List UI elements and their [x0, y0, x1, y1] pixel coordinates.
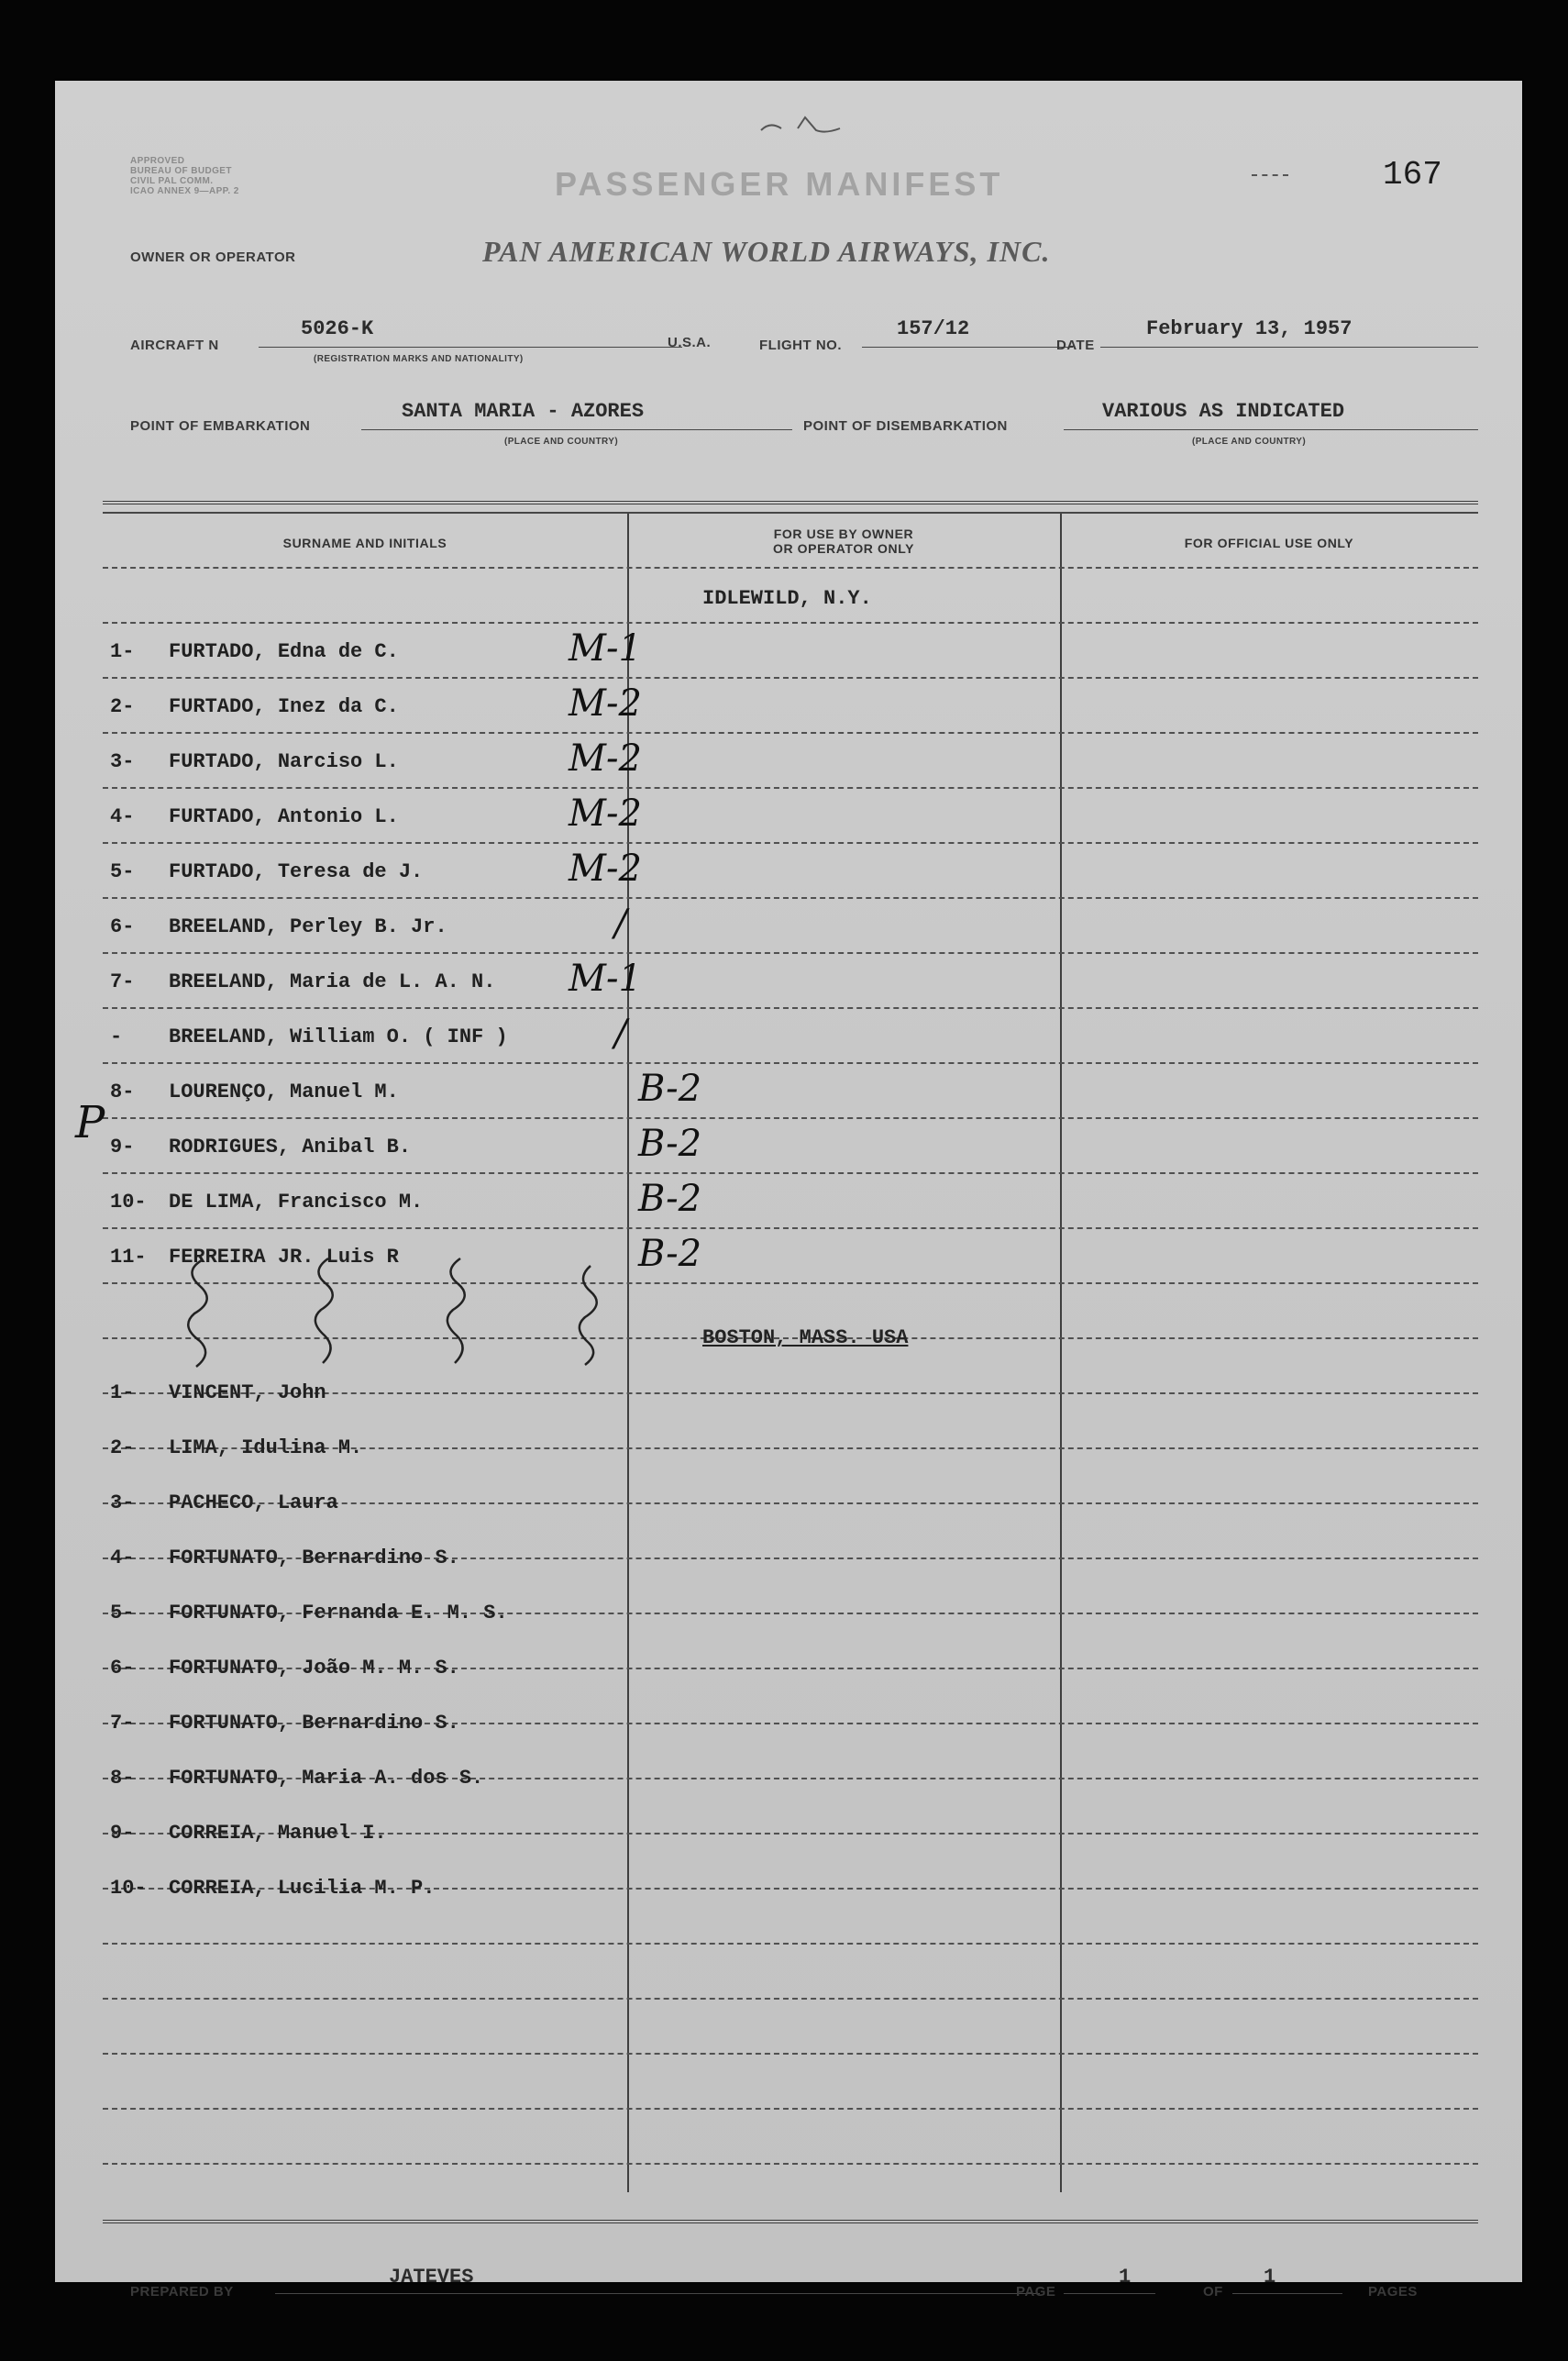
ruled-line — [103, 1007, 1478, 1009]
disembark-sub: (PLACE AND COUNTRY) — [1192, 437, 1307, 447]
ruled-line — [103, 897, 1478, 899]
owner-use-header — [627, 527, 1060, 556]
embark-label: POINT OF EMBARKATION — [130, 418, 311, 434]
approval-line: ICAO ANNEX 9—APP. 2 — [130, 186, 239, 196]
margin-mark: P — [75, 1097, 105, 1148]
passenger-name: FORTUNATO, Fernanda E. M. S. — [169, 1602, 508, 1624]
ruled-line — [103, 1943, 1478, 1945]
passenger-number: 9- — [110, 1136, 135, 1158]
passenger-number: 3- — [110, 750, 135, 773]
page-label: PAGE — [1016, 2284, 1056, 2300]
handwritten-class-mark: M-2 — [569, 848, 642, 890]
approval-line: CIVIL PAL COMM. — [130, 176, 214, 186]
embark-value: SANTA MARIA - AZORES — [402, 400, 645, 423]
ruled-line — [103, 1117, 1478, 1119]
prepared-label: PREPARED BY — [130, 2284, 234, 2300]
table-top-rule — [103, 501, 1478, 504]
ruled-line — [103, 622, 1478, 624]
handwritten-class-mark: B-2 — [638, 1123, 702, 1165]
handwritten-class-mark: / — [614, 1013, 627, 1055]
of-label: OF — [1203, 2284, 1223, 2300]
passenger-number: - — [110, 1025, 123, 1048]
passenger-name: CORREIA, Manuel I. — [169, 1822, 387, 1845]
aircraft-sub: (REGISTRATION MARKS AND NATIONALITY) — [314, 354, 524, 364]
ruled-line — [103, 2053, 1478, 2055]
page-value: 1 — [1119, 2266, 1132, 2289]
page-number: 167 — [1383, 156, 1442, 194]
handwritten-class-mark: M-2 — [569, 737, 642, 780]
passenger-name: BREELAND, Perley B. Jr. — [169, 915, 447, 938]
destination-idlewild: IDLEWILD, N.Y. — [702, 587, 872, 610]
passenger-number: 9- — [110, 1822, 135, 1845]
date-label: DATE — [1056, 338, 1095, 353]
passenger-name: FURTADO, Inez da C. — [169, 695, 399, 718]
disembark-value: VARIOUS AS INDICATED — [1102, 400, 1345, 423]
passenger-name: PACHECO, Laura — [169, 1491, 338, 1514]
passenger-name: BREELAND, William O. ( INF ) — [169, 1025, 508, 1048]
ruled-line — [103, 567, 1478, 569]
passenger-name: FORTUNATO, João M. M. S. — [169, 1657, 459, 1679]
passenger-number: 1- — [110, 1381, 135, 1404]
passenger-number: 3- — [110, 1491, 135, 1514]
passenger-number: 8- — [110, 1081, 135, 1103]
ruled-line — [103, 2108, 1478, 2110]
handwritten-class-mark: B-2 — [638, 1068, 702, 1110]
handwritten-class-mark: M-2 — [569, 682, 642, 725]
top-scribble-icon — [752, 110, 862, 147]
passenger-name: FORTUNATO, Maria A. dos S. — [169, 1767, 484, 1790]
disembark-label: POINT OF DISEMBARKATION — [803, 418, 1008, 434]
passenger-name: DE LIMA, Francisco M. — [169, 1191, 424, 1214]
page-number-dash — [1252, 174, 1288, 176]
passenger-number: 8- — [110, 1767, 135, 1790]
approval-line: APPROVED — [130, 156, 185, 166]
passenger-number: 1- — [110, 640, 135, 663]
ruled-line — [103, 1227, 1478, 1229]
passenger-name: VINCENT, John — [169, 1381, 326, 1404]
passenger-number: 10- — [110, 1191, 147, 1214]
passenger-name: FURTADO, Narciso L. — [169, 750, 399, 773]
handwritten-class-mark: B-2 — [638, 1233, 702, 1275]
flight-label: FLIGHT NO. — [759, 338, 842, 353]
passenger-name: FURTADO, Antonio L. — [169, 805, 399, 828]
of-value: 1 — [1264, 2266, 1276, 2289]
destination-boston: BOSTON, MASS. USA — [702, 1326, 909, 1349]
passenger-name: FORTUNATO, Bernardino S. — [169, 1712, 459, 1735]
owner-value: PAN AMERICAN WORLD AIRWAYS, INC. — [482, 235, 1051, 268]
passenger-number: 7- — [110, 1712, 135, 1735]
passenger-number: 10- — [110, 1877, 147, 1900]
ruled-line — [103, 1998, 1478, 2000]
ruled-line — [103, 952, 1478, 954]
passenger-number: 5- — [110, 860, 135, 883]
passenger-number: 5- — [110, 1602, 135, 1624]
ruled-line — [103, 732, 1478, 734]
ruled-line — [103, 1062, 1478, 1064]
passenger-name: LIMA, Idulina M. — [169, 1436, 363, 1459]
handwritten-class-mark: M-1 — [569, 958, 642, 1000]
owner-use-header-line: OR OPERATOR ONLY — [772, 541, 915, 556]
passenger-name: CORREIA, Lucilia M. P. — [169, 1877, 436, 1900]
approval-block — [130, 156, 239, 196]
ruled-line — [103, 787, 1478, 789]
ruled-line — [103, 1172, 1478, 1174]
owner-label: OWNER OR OPERATOR — [130, 249, 296, 265]
passenger-number: 2- — [110, 695, 135, 718]
table-bottom-rule — [103, 2220, 1478, 2223]
passenger-name: FORTUNATO, Bernardino S. — [169, 1546, 459, 1569]
passenger-number: 4- — [110, 805, 135, 828]
owner-use-header-line: FOR USE BY OWNER — [773, 527, 914, 541]
passenger-name: FERREIRA JR. Luis R — [169, 1246, 399, 1269]
column-divider — [1060, 514, 1062, 2192]
approval-line: BUREAU OF BUDGET — [130, 166, 232, 176]
ruled-line — [103, 842, 1478, 844]
pages-label: PAGES — [1368, 2284, 1418, 2300]
manifest-sheet — [55, 81, 1522, 2300]
handwritten-class-mark: M-1 — [569, 627, 642, 670]
ruled-line — [103, 677, 1478, 679]
prepared-value: JATEVES — [389, 2266, 474, 2289]
ruled-line — [103, 2163, 1478, 2165]
usa-label: U.S.A. — [668, 335, 712, 350]
passenger-number: 6- — [110, 1657, 135, 1679]
passenger-name: LOURENÇO, Manuel M. — [169, 1081, 399, 1103]
handwritten-class-mark: B-2 — [638, 1178, 702, 1220]
date-value: February 13, 1957 — [1146, 317, 1353, 340]
flight-value: 157/12 — [897, 317, 970, 340]
passenger-number: 6- — [110, 915, 135, 938]
passenger-name: BREELAND, Maria de L. A. N. — [169, 970, 496, 993]
passenger-name: FURTADO, Teresa de J. — [169, 860, 424, 883]
brace-marks-icon — [128, 1253, 642, 1372]
passenger-number: 2- — [110, 1436, 135, 1459]
surname-header: SURNAME AND INITIALS — [282, 536, 447, 550]
passenger-number: 7- — [110, 970, 135, 993]
aircraft-value: 5026-K — [301, 317, 374, 340]
official-header: FOR OFFICIAL USE ONLY — [1184, 536, 1354, 550]
aircraft-label: AIRCRAFT N — [130, 338, 219, 353]
handwritten-class-mark: M-2 — [569, 793, 642, 835]
embark-sub: (PLACE AND COUNTRY) — [504, 437, 619, 447]
passenger-name: RODRIGUES, Anibal B. — [169, 1136, 412, 1158]
passenger-name: FURTADO, Edna de C. — [169, 640, 399, 663]
passenger-number: 4- — [110, 1546, 135, 1569]
passenger-number: 11- — [110, 1246, 147, 1269]
handwritten-class-mark: / — [614, 903, 627, 945]
page-title: PASSENGER MANIFEST — [555, 165, 1004, 203]
